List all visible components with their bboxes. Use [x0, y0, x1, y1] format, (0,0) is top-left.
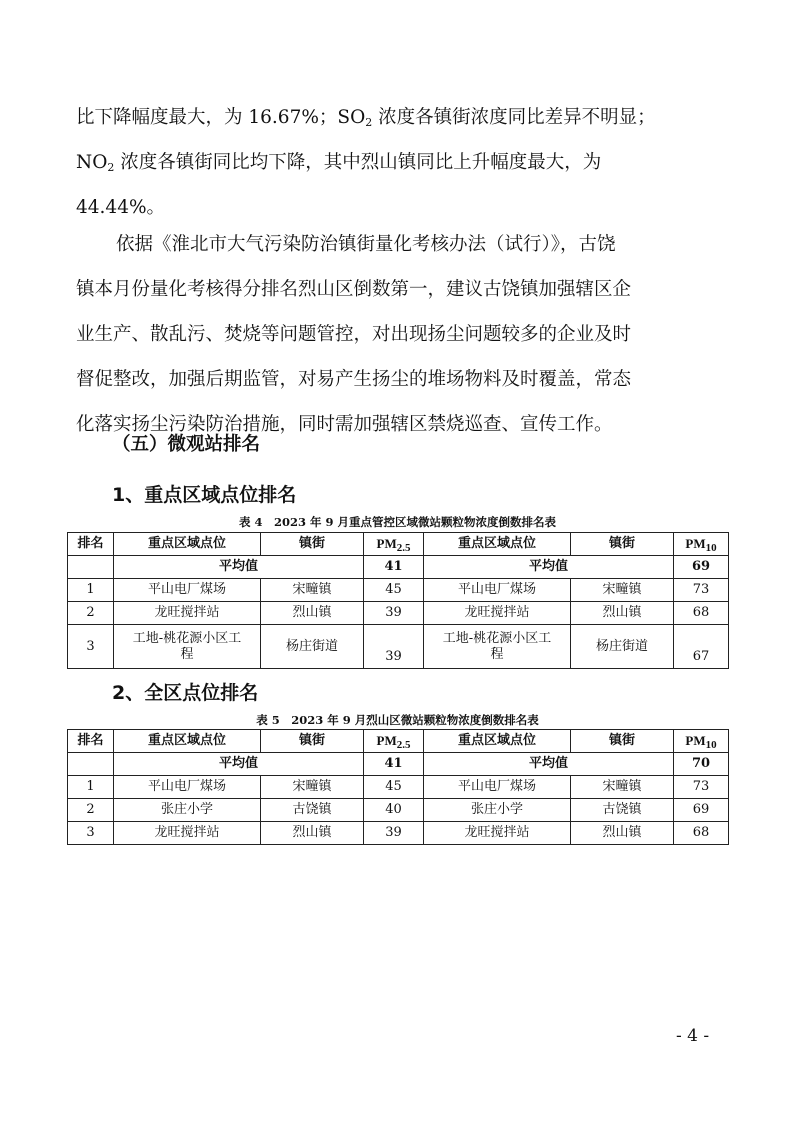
town-cell: 宋疃镇 — [261, 579, 364, 602]
site-cell: 平山电厂煤场 — [114, 579, 261, 602]
header-rank: 排名 — [68, 730, 114, 753]
paragraph-line: 依据《淮北市大气污染防治镇街量化考核办法（试行）》，古饶 — [116, 234, 616, 255]
paragraph-assessment — [76, 222, 724, 447]
site-cell: 工地-桃花源小区工 程 — [424, 625, 571, 669]
average-label: 平均值 — [424, 556, 674, 579]
subheading-district-ranking: 2、全区点位排名 — [112, 682, 259, 704]
header-site: 重点区域点位 — [114, 533, 261, 556]
site-cell: 张庄小学 — [424, 799, 571, 822]
page-number: - 4 - — [676, 1026, 710, 1046]
average-pm25: 41 — [364, 556, 424, 579]
town-cell: 宋疃镇 — [571, 579, 674, 602]
average-pm10: 69 — [674, 556, 729, 579]
table-row — [68, 602, 729, 625]
pm10-cell: 67 — [674, 625, 729, 669]
table-row — [68, 579, 729, 602]
paragraph-line: 44.44%。 — [76, 197, 166, 218]
pm10-cell: 68 — [674, 602, 729, 625]
header-site: 重点区域点位 — [114, 730, 261, 753]
site-cell: 龙旺搅拌站 — [424, 602, 571, 625]
town-cell: 古饶镇 — [571, 799, 674, 822]
header-site: 重点区域点位 — [424, 533, 571, 556]
town-cell: 烈山镇 — [571, 822, 674, 845]
rank-cell: 2 — [68, 602, 114, 625]
rank-cell: 3 — [68, 822, 114, 845]
town-cell: 古饶镇 — [261, 799, 364, 822]
section-heading-micro-station: （五）微观站排名 — [112, 434, 261, 455]
table-header-row — [68, 730, 729, 753]
paragraph-line: 比下降幅度最大，为 16.67%；$SO_2$ 浓度各镇街浓度同比差异不明显； — [76, 107, 656, 129]
paragraph-pollutant-summary — [76, 95, 724, 230]
empty-cell — [68, 753, 114, 776]
average-label: 平均值 — [114, 556, 364, 579]
table-row — [68, 776, 729, 799]
header-town: 镇街 — [261, 533, 364, 556]
table-row — [68, 625, 729, 669]
header-town: 镇街 — [261, 730, 364, 753]
pm25-cell: 45 — [364, 579, 424, 602]
town-cell: 杨庄街道 — [571, 625, 674, 669]
paragraph-line: $NO_2$ 浓度各镇街同比均下降，其中烈山镇同比上升幅度最大，为 — [76, 152, 602, 174]
table-4 — [67, 532, 729, 669]
rank-cell: 3 — [68, 625, 114, 669]
pm25-cell: 39 — [364, 602, 424, 625]
town-cell: 烈山镇 — [261, 822, 364, 845]
site-cell: 平山电厂煤场 — [424, 579, 571, 602]
table-row — [68, 822, 729, 845]
average-row — [68, 753, 729, 776]
pm25-cell: 40 — [364, 799, 424, 822]
town-cell: 烈山镇 — [261, 602, 364, 625]
town-cell: 烈山镇 — [571, 602, 674, 625]
paragraph-line: 镇本月份量化考核得分排名烈山区倒数第一，建议古饶镇加强辖区企 — [76, 279, 632, 300]
paragraph-line: 化落实扬尘污染防治措施，同时需加强辖区禁烧巡查、宣传工作。 — [76, 414, 613, 435]
pm10-cell: 73 — [674, 776, 729, 799]
average-label: 平均值 — [114, 753, 364, 776]
average-pm25: 41 — [364, 753, 424, 776]
average-row — [68, 556, 729, 579]
table-5 — [67, 729, 729, 845]
header-town: 镇街 — [571, 533, 674, 556]
rank-cell: 1 — [68, 579, 114, 602]
town-cell: 杨庄街道 — [261, 625, 364, 669]
paragraph-line: 业生产、散乱污、焚烧等问题管控，对出现扬尘问题较多的企业及时 — [76, 324, 632, 345]
header-pm25: $PM_{2.5}$ — [364, 730, 424, 753]
pm10-cell: 68 — [674, 822, 729, 845]
table-5-caption: 表 5 2023 年 9 月烈山区微站颗粒物浓度倒数排名表 — [256, 713, 539, 727]
pm25-cell: 39 — [364, 822, 424, 845]
table-row — [68, 799, 729, 822]
town-cell: 宋疃镇 — [261, 776, 364, 799]
site-cell: 张庄小学 — [114, 799, 261, 822]
pm10-cell: 73 — [674, 579, 729, 602]
header-pm10: $PM_{10}$ — [674, 730, 729, 753]
table-4-caption: 表 4 2023 年 9 月重点管控区域微站颗粒物浓度倒数排名表 — [238, 515, 557, 529]
site-cell: 平山电厂煤场 — [424, 776, 571, 799]
paragraph-line: 督促整改，加强后期监管，对易产生扬尘的堆场物料及时覆盖，常态 — [76, 369, 632, 390]
average-pm10: 70 — [674, 753, 729, 776]
pm10-cell: 69 — [674, 799, 729, 822]
site-cell: 龙旺搅拌站 — [424, 822, 571, 845]
pm25-cell: 45 — [364, 776, 424, 799]
header-rank: 排名 — [68, 533, 114, 556]
rank-cell: 2 — [68, 799, 114, 822]
subheading-key-area-ranking: 1、重点区域点位排名 — [112, 484, 297, 506]
header-pm25: $PM_{2.5}$ — [364, 533, 424, 556]
average-label: 平均值 — [424, 753, 674, 776]
site-cell: 龙旺搅拌站 — [114, 602, 261, 625]
rank-cell: 1 — [68, 776, 114, 799]
pm25-cell: 39 — [364, 625, 424, 669]
header-town: 镇街 — [571, 730, 674, 753]
empty-cell — [68, 556, 114, 579]
header-pm10: $PM_{10}$ — [674, 533, 729, 556]
town-cell: 宋疃镇 — [571, 776, 674, 799]
site-cell: 龙旺搅拌站 — [114, 822, 261, 845]
table-header-row — [68, 533, 729, 556]
site-cell: 工地-桃花源小区工 程 — [114, 625, 261, 669]
site-cell: 平山电厂煤场 — [114, 776, 261, 799]
header-site: 重点区域点位 — [424, 730, 571, 753]
